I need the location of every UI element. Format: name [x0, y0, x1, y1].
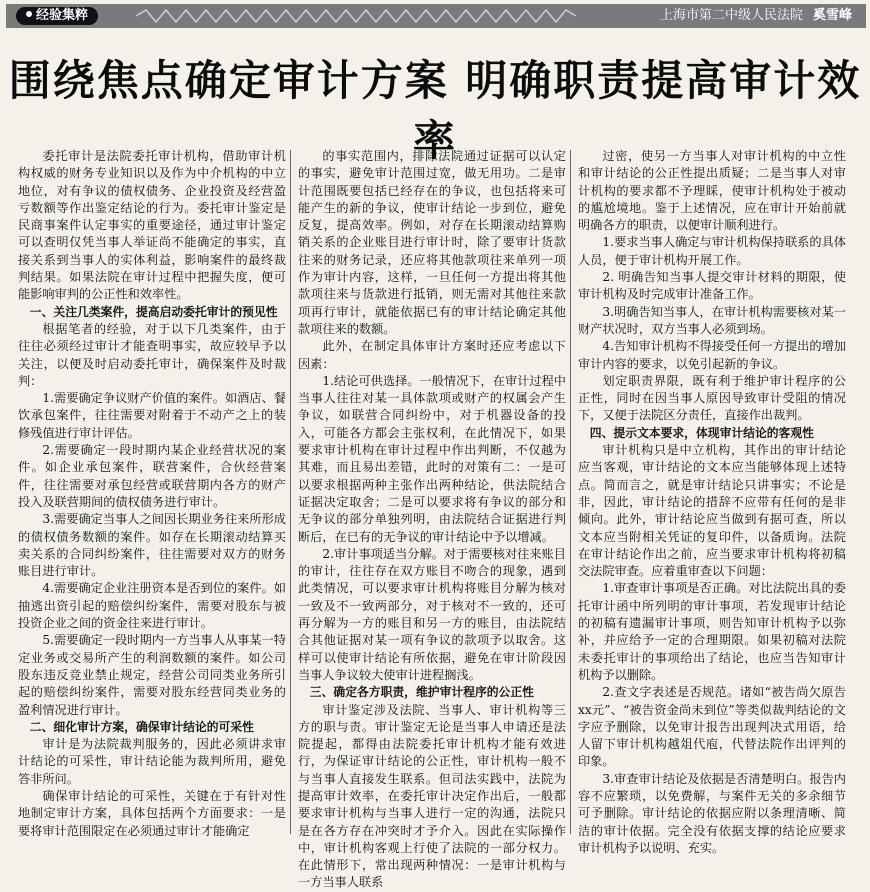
- section-tag: [16, 7, 98, 25]
- section-tag-label: 经验集粹: [36, 8, 89, 23]
- paragraph: 审计机构只是中立机构，其作出的审计结论应当客观，审计结论的文本应当能够体现上述特点。简而言之，就是审计结论只讲事实；不论是非，因此，审计结论的措辞不应带有任何的是非倾向。此外，审计结论应当做到有据可查，所以文本应当附相关凭证的复印件，以备质询。法院在审计结论作出之前，应当要求审计机构将初稿交法院审查。应着重审查以下问题：: [578, 443, 846, 579]
- section-heading: 三、确定各方职责，维护审计程序的公正性: [309, 685, 534, 700]
- paragraph: 1.需要确定争议财产价值的案件。如酒店、餐饮承包案件，往往需要对附着于不动产之上的装修残值进行审计评估。: [18, 391, 286, 440]
- section-banner: [6, 4, 866, 28]
- byline: [660, 7, 852, 25]
- court-name: 上海市第二中级人民法院: [659, 8, 803, 23]
- paragraph: 3.需要确定当事人之间因长期业务往来所形成的债权债务数额的案件。如存在长期滚动结算买卖关系的合同纠纷案件，往往需要对双方的财务账目进行审计。: [18, 512, 286, 579]
- paragraph: 1.审查审计事项是否正确。对比法院出具的委托审计函中所列明的审计事项，若发现审计结论的初稿有遗漏审计事项，则告知审计机构予以弥补，并应给予一定的合理期限。如果初稿对法院未委托审计的事项给出了结论，也应当告知审计机构予以删除。: [578, 581, 846, 682]
- article-column-1: [18, 148, 286, 836]
- paragraph: 2.需要确定一段时期内某企业经营状况的案件。如企业承包案件，联营案件，合伙经营案件，往往需要对承包经营或联营期内各方的财产投入及联营期间的债权债务进行审计。: [18, 443, 286, 509]
- paragraph: 的事实范围内，排除法院通过证据可以认定的事实，避免审计范围过宽，做无用功。二是审计范围既要包括已经存在的争议，也包括将来可能产生的新的争议，使审计结论一步到位，避免反复，提高效率。例如，对存在长期滚动结算购销关系的企业账目进行审计时，除了要审计货款往来的财务记录，还应将其他款项往来单列一项作为审计内容，这样，一旦任何一方提出将其他款项往来与货款进行抵销，则无需对其他往来款项再行审计，就能依据已有的审计结论确定其他款项往来的数额。: [298, 149, 566, 336]
- bullet-icon: [26, 11, 32, 17]
- paragraph: 5.需要确定一段时期内一方当事人从事某一特定业务或交易所产生的利润数额的案件。如公司股东违反竞业禁止规定，经营公司同类业务所引起的赔偿纠纷案件，需要对股东经营同类业务的盈利情况进行审计。: [18, 633, 286, 717]
- paragraph: 2. 明确告知当事人提交审计材料的期限，使审计机构及时完成审计准备工作。: [578, 270, 846, 302]
- paragraph: 2.查文字表述是否规范。诸如“被告尚欠原告xx元”、“被告资金尚未到位”等类似裁判结论的文字应予删除，以免审计报告出现判决式用语，给人留下审计机构越俎代庖，代替法院作出评判的印象。: [578, 685, 846, 769]
- headline: 围绕焦点确定审计方案 明确职责提高审计效率: [8, 56, 862, 165]
- paragraph: 此外，在制定具体审计方案时还应考虑以下因素：: [298, 339, 566, 371]
- column-divider: [290, 150, 291, 834]
- paragraph: 过密，使另一方当事人对审计机构的中立性和审计结论的公正性提出质疑；二是当事人对审计机构的要求都不予理睬，使审计机构处于被动的尴尬境地。鉴于上述情况，应在审计开始前就明确各方的职责，以便审计顺利进行。: [578, 149, 846, 233]
- paragraph: 审计鉴定涉及法院、当事人、审计机构等三方的职与责。审计鉴定无论是当事人申请还是法院提起，都得由法院委托审计机构才能有效进行，为保证审计结论的公正性，审计机构一般不与当事人直接发生联系。但司法实践中，法院为提高审计效率，在委托审计决定作出后，一般都要求审计机构与当事人进行一定的沟通，法院只是在各方存在冲突时才予介入。因此在实际操作中，审计机构客观上行使了法院的一部分权力。在此情形下，常出现两种情况：一是审计机构与一方当事人联系: [298, 702, 566, 890]
- paragraph: 根据笔者的经验，对于以下几类案件，由于往往必须经过审计才能查明事实，故应较早予以关注，以便及时启动委托审计，确保案件及时裁判：: [18, 321, 286, 388]
- paragraph: 划定职责界限，既有利于维护审计程序的公正性，同时在因当事人原因导致审计受阻的情况下，又便于法院区分责任，直接作出裁判。: [578, 373, 846, 423]
- paragraph: 确保审计结论的可采性，关键在于有针对性地制定审计方案，具体包括两个方面要求：一是要将审计范围限定在必须通过审计才能确定: [18, 788, 286, 838]
- paragraph: 1.要求当事人确定与审计机构保持联系的具体人员，便于审计机构开展工作。: [578, 235, 846, 267]
- paragraph: 4.告知审计机构不得接受任何一方提出的增加审计内容的要求，以免引起新的争议。: [578, 339, 846, 371]
- paragraph: 3.明确告知当事人，在审计机构需要核对某一财产状况时，双方当事人必须到场。: [578, 304, 846, 336]
- paragraph: 2.审计事项适当分解。对于需要核对往来账目的审计，往往存在双方账目不吻合的现象，遇到此类情况，可以要求审计机构将账目分解为核对一致及不一致两部分，对于核对不一致的，还可再分解为一方的账目和另一方的账目，由法院结合其他证据对某一项有争议的款项予以取舍。这样可以使审计结论有所依据，避免在审计阶段因当事人争议较大使审计进程搁浅。: [298, 546, 566, 682]
- article-column-2: [298, 148, 566, 890]
- article-column-3: [578, 148, 846, 855]
- author-name: 奚雪峰: [812, 8, 852, 23]
- section-heading: 四、提示文本要求，体现审计结论的客观性: [589, 425, 814, 440]
- section-heading: 一、关注几类案件，提高启动委托审计的预见性: [29, 304, 278, 319]
- paragraph: 4.需要确定企业注册资本是否到位的案件。如抽逃出资引起的赔偿纠纷案件，需要对股东与被投资企业之间的资金往来进行审计。: [18, 581, 286, 631]
- paragraph: 委托审计是法院委托审计机构，借助审计机构权威的财务专业知识以及作为中介机构的中立地位，对有争议的债权债务、企业投资及经营盈亏数额等作出鉴定结论的行为。委托审计鉴定是民商事案件认定事实的重要途径，通过审计鉴定可以查明仅凭当事人举证尚不能确定的事实，直接关系到当事人的实体利益，影响案件的最终裁判结果。如果法院在审计过程中把握失度，便可能影响审判的公正性和效率性。: [18, 149, 286, 302]
- paragraph: 3.审查审计结论及依据是否清楚明白。报告内容不应繁琐，以免费解，与案件无关的多余细节可予删除。审计结论的依据应附以条理清晰、简洁的审计依据。完全没有依据支撑的结论应要求审计机构予以说明、充实。: [578, 771, 846, 855]
- paragraph: 审计是为法院裁判服务的，因此必须讲求审计结论的可采性，审计结论能为裁判所用，避免答非所问。: [18, 737, 286, 786]
- paragraph: 1.结论可供选择。一般情况下，在审计过程中当事人往往对某一具体款项或财产的权属会产生争议，如联营合同纠纷中，对于机器设备的投入，可能各方都会主张权利，在此情况下，如果要求审计机构在审计过程中作出判断，不仅越为其难，而且易出差错，此时的对策有二：一是可以要求根据两种主张作出两种结论，供法院结合证据决定取舍；二是可以要求将有争议的部分和无争议的部分单独列明，由法院结合证据进行判断后，在已有的无争议的审计结论中予以增减。: [298, 373, 566, 544]
- column-divider: [570, 150, 571, 834]
- zigzag-ornament-icon: [136, 9, 576, 23]
- section-heading: 二、细化审计方案，确保审计结论的可采性: [29, 719, 254, 734]
